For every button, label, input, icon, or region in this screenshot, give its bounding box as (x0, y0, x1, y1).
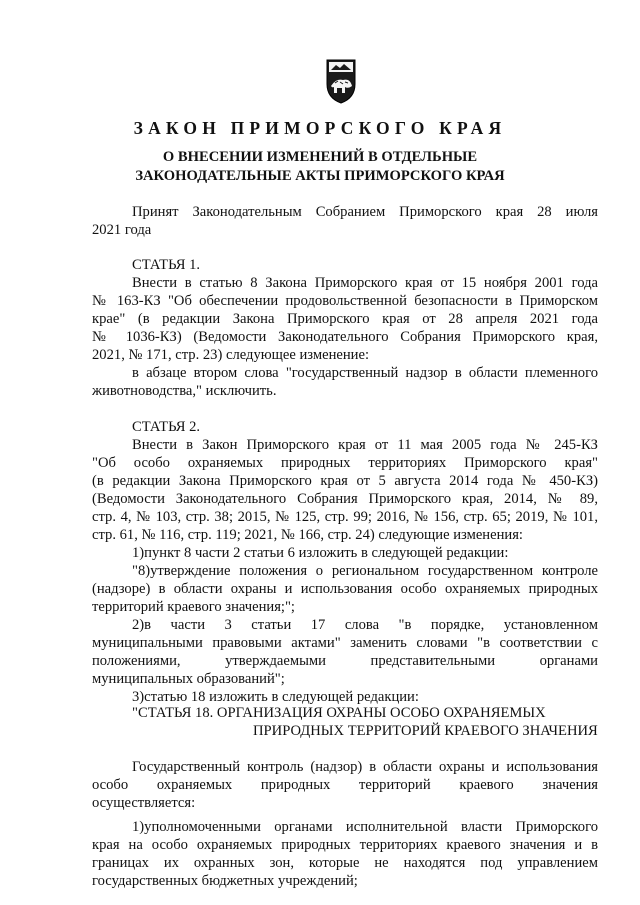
adoption-line-1: Принят Законодательным Собранием Приморского края 28 июля (132, 204, 598, 220)
article-2-item-1-quote-line: территорий краевого значения;"; (92, 599, 295, 615)
article-2-item-1-quote-line: (надзоре) в области охраны и использования особо охраняемых природных (92, 581, 598, 597)
law-title: ЗАКОН ПРИМОРСКОГО КРАЯ (133, 118, 507, 138)
control-paragraph-line: особо охраняемых природных территорий краевого значения (92, 777, 598, 793)
article-2-text-line: стр. 61, № 116, стр. 119; 2021, № 166, стр. 24) следующие изменения: (92, 527, 523, 543)
article-2-item-1: 1)пункт 8 части 2 статьи 6 изложить в следующей редакции: (132, 545, 509, 561)
control-paragraph-line: осуществляется: (92, 795, 196, 811)
law-subtitle-line-1: О ВНЕСЕНИИ ИЗМЕНЕНИЙ В ОТДЕЛЬНЫЕ (162, 149, 478, 165)
article-2-item-2-line: муниципальными правовыми актами" заменить словами "в соответствии с (92, 635, 598, 651)
article-2-text-line: "Об особо охраняемых природных территориях Приморского края" (92, 455, 598, 471)
article-1-amendment-line: животноводства," исключить. (92, 383, 277, 399)
new-article-18-title-line-1: "СТАТЬЯ 18. ОРГАНИЗАЦИЯ ОХРАНЫ ОСОБО ОХРАНЯЕМЫХ (132, 705, 546, 721)
article-1-text-line: Внести в статью 8 Закона Приморского края от 15 ноября 2001 года (132, 275, 598, 291)
article-2-item-2-line: положениями, утверждаемыми представительными органами (92, 653, 598, 669)
article-2-text-line: Внести в Закон Приморского края от 11 мая 2005 года № 245-КЗ (132, 437, 598, 453)
article-2-heading: СТАТЬЯ 2. (132, 419, 201, 435)
article-2-item-2-line: муниципальных образований"; (92, 671, 285, 687)
sub-item-1-line: 1)уполномоченными органами исполнительной власти Приморского (132, 819, 598, 835)
sub-item-1-line: края на особо охраняемых природных территориях краевого значения и в (92, 837, 598, 853)
article-1-text-line: 2021, № 171, стр. 23) следующее изменение: (92, 347, 370, 363)
article-2-item-2-line: 2)в части 3 статьи 17 слова "в порядке, установленном (132, 617, 598, 633)
article-2-text-line: стр. 4, № 103, стр. 38; 2015, № 125, стр. 99; 2016, № 156, стр. 65; 2019, № 101, (92, 509, 598, 525)
law-subtitle-line-2: ЗАКОНОДАТЕЛЬНЫЕ АКТЫ ПРИМОРСКОГО КРАЯ (135, 168, 505, 184)
article-1-text-line: крае" (в редакции Закона Приморского края от 28 апреля 2021 года (92, 311, 598, 327)
article-2-item-1-quote-line: "8)утверждение положения о региональном государственном контроле (132, 563, 598, 579)
article-1-heading: СТАТЬЯ 1. (132, 257, 201, 273)
sub-item-1-line: государственных бюджетных учреждений; (92, 873, 358, 889)
article-1-text-line: № 163-КЗ "Об обеспечении продовольственной безопасности в Приморском (92, 293, 598, 309)
control-paragraph-line: Государственный контроль (надзор) в области охраны и использования (132, 759, 598, 775)
article-2-text-line: (Ведомости Законодательного Собрания Приморского края, 2014, № 89, (92, 491, 598, 507)
primorsky-coat-of-arms-icon (323, 56, 359, 106)
article-1-amendment-line: в абзаце втором слова "государственный надзор в области племенного (132, 365, 598, 381)
article-2-item-3: 3)статью 18 изложить в следующей редакции: (132, 689, 419, 705)
new-article-18-title-line-2: ПРИРОДНЫХ ТЕРРИТОРИЙ КРАЕВОГО ЗНАЧЕНИЯ (253, 723, 598, 739)
article-1-text-line: № 1036-КЗ) (Ведомости Законодательного Собрания Приморского края, (92, 329, 598, 345)
article-2-text-line: (в редакции Закона Приморского края от 5 августа 2014 года № 450-КЗ) (92, 473, 598, 489)
adoption-line-2: 2021 года (92, 222, 152, 238)
sub-item-1-line: границах их охранных зон, которые не находятся под управлением (92, 855, 598, 871)
